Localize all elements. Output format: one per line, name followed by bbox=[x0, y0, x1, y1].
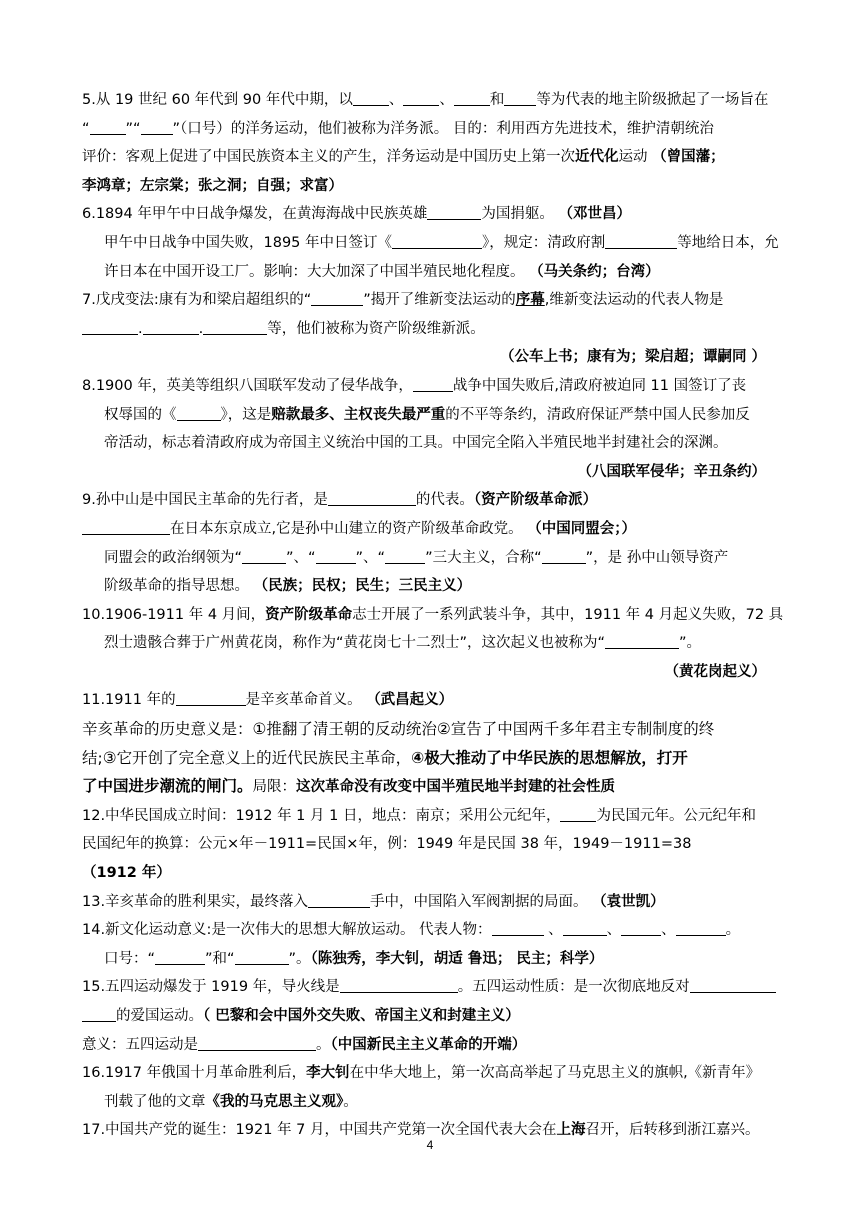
item-16: 16.1917 年俄国十月革命胜利后，李大钊在中华大地上，第一次高高举起了马克思主义的旗帜,《新青年》 bbox=[82, 1065, 761, 1082]
item-7-line2: . . 等，他们被称为资产阶级维新派。 bbox=[82, 315, 784, 344]
blank bbox=[427, 204, 481, 220]
item-8-line2: 权辱国的《 》，这是赔款最多、主权丧失最严重的不平等条约，清政府保证严禁中国人民参加反 bbox=[104, 406, 750, 423]
item-6-line2: 甲午中日战争中国失败，1895 年中日签订《 》，规定：清政府割 等地给日本，允 bbox=[104, 234, 779, 251]
blank bbox=[203, 319, 267, 335]
item-10: 10.1906-1911 年 4 月间，资产阶级革命志士开展了一系列武装斗争，其中，1911 年 4 月起义失败，72 具 bbox=[82, 606, 784, 623]
blank bbox=[82, 519, 170, 535]
item-15: 15.五四运动爆发于 1919 年，导火线是 。五四运动性质：是一次彻底地反对 bbox=[82, 973, 784, 1002]
blank bbox=[454, 90, 490, 106]
page-content bbox=[82, 86, 784, 1145]
blank bbox=[82, 1006, 116, 1022]
item-7-answer: （公车上书；康有为；梁启超；谭嗣同 ） bbox=[499, 349, 766, 366]
blank bbox=[605, 233, 677, 249]
item-10-answer: （黄花岗起义） bbox=[664, 663, 766, 680]
item-9-line3: 同盟会的政治纲领为“ ”、“ ”、“ ”三大主义，合称“ ”，是 孙中山领导资产 bbox=[104, 549, 729, 566]
item-5-answer: 李鸿章；左宗棠；张之洞；自强；求富） bbox=[82, 177, 343, 194]
blank bbox=[242, 548, 286, 564]
blank bbox=[542, 548, 586, 564]
item-10-line2: 烈士遗骸合葬于广州黄花岗，称作为“黄花岗七十二烈士”，这次起义也被称为“ ”。 bbox=[104, 635, 702, 652]
blank bbox=[492, 920, 544, 936]
item-11: 11.1911 年的 是辛亥革命首义。 （武昌起义） bbox=[82, 692, 454, 709]
item-8-line3: 帝活动，标志着清政府成为帝国主义统治中国的工具。中国完全陷入半殖民地半封建社会的深渊。 bbox=[104, 435, 728, 452]
blank bbox=[82, 319, 138, 335]
item-6: 6.1894 年甲午中日战争爆发，在黄海海战中民族英雄 为国捐躯。 （邓世昌） bbox=[82, 206, 631, 223]
item-15-line3: 意义：五四运动是 。（中国新民主主义革命的开端） bbox=[82, 1036, 527, 1053]
blank bbox=[340, 977, 458, 993]
item-9-line4: 阶级革命的指导思想。 （民族；民权；民生；三民主义） bbox=[104, 578, 472, 595]
item-12: 12.中华民国成立时间：1912 年 1 月 1 日，地点：南京；采用公元纪年， 为民国元年。公元纪年和 bbox=[82, 807, 756, 824]
item-8-answer: （八国联军侵华；辛丑条约） bbox=[577, 463, 766, 480]
item-5-line2: “ ”“ ”（口号）的洋务运动，他们被称为洋务派。 目的：利用西方先进技术，维护清朝统治 bbox=[82, 120, 714, 137]
blank bbox=[176, 690, 246, 706]
blank bbox=[316, 548, 356, 564]
page-number: 4 bbox=[426, 1138, 434, 1152]
blank bbox=[90, 119, 126, 135]
item-7: 7.戊戌变法:康有为和梁启超组织的“ ”揭开了维新变法运动的序幕,维新变法运动的代表人物是 bbox=[82, 292, 724, 309]
blank bbox=[504, 90, 536, 106]
item-17: 17.中国共产党的诞生：1921 年 7 月，中国共产党第一次全国代表大会在上海召开，后转移到浙江嘉兴。 bbox=[82, 1122, 760, 1139]
blank bbox=[403, 90, 439, 106]
blank bbox=[328, 490, 416, 506]
blank bbox=[563, 920, 607, 936]
item-16-line2: 刊载了他的文章《我的马克思主义观》。 bbox=[104, 1093, 358, 1110]
item-12-line2: 民国纪年的换算：公元×年－1911=民国×年，例：1949 年是民国 38 年，1949－1911=38 （1912 年） bbox=[82, 836, 692, 882]
blank bbox=[235, 949, 289, 965]
item-8: 8.1900 年，英美等组织八国联军发动了侵华战争， 战争中国失败后,清政府被迫同 11 国签订了丧 bbox=[82, 377, 747, 394]
blank bbox=[353, 90, 389, 106]
item-9: 9.孙中山是中国民主革命的先行者，是 的代表。（资产阶级革命派） bbox=[82, 492, 598, 509]
blank bbox=[605, 633, 679, 649]
item-14-line2: 口号：“ ”和“ ”。（陈独秀，李大钊，胡适 鲁迅； 民主；科学） bbox=[104, 950, 604, 967]
blank bbox=[177, 405, 221, 421]
item-11-significance: 辛亥革命的历史意义是：①推翻了清王朝的反动统治②宣告了中国两千多年君主专制制度的终 bbox=[82, 720, 715, 739]
blank bbox=[392, 233, 482, 249]
blank bbox=[198, 1035, 316, 1051]
item-6-line3: 许日本在中国开设工厂。影响：大大加深了中国半殖民地化程度。 （马关条约；台湾） bbox=[104, 263, 660, 280]
item-5: 5.从 19 世纪 60 年代到 90 年代中期，以 、 、 和 等为代表的地主阶级掀起了一场旨在 bbox=[82, 92, 769, 108]
blank bbox=[676, 920, 726, 936]
blank bbox=[385, 548, 425, 564]
item-14: 14.新文化运动意义:是一次伟大的思想大解放运动。 代表人物： 、 、 、 。 bbox=[82, 922, 741, 939]
blank bbox=[143, 319, 199, 335]
item-11-significance-line3: 了中国进步潮流的闸门。局限：这次革命没有改变中国半殖民地半封建的社会性质 bbox=[82, 777, 616, 796]
blank bbox=[155, 949, 205, 965]
blank bbox=[621, 920, 661, 936]
blank bbox=[311, 290, 363, 306]
item-5-line3: 评价：客观上促进了中国民族资本主义的产生，洋务运动是中国历史上第一次近代化运动 （曾国藩； bbox=[82, 149, 725, 166]
item-15-line2: 的爱国运动。（ 巴黎和会中国外交失败、帝国主义和封建主义） bbox=[82, 1002, 784, 1031]
item-9-line2: 在日本东京成立,它是孙中山建立的资产阶级革命政党。 （中国同盟会；） bbox=[82, 515, 784, 544]
blank bbox=[141, 119, 173, 135]
item-11-significance-line2: 结;③它开创了完全意义上的近代民族民主革命，④极大推动了中华民族的思想解放，打开 bbox=[82, 748, 688, 767]
blank bbox=[690, 977, 776, 993]
item-13: 13.辛亥革命的胜利果实，最终落入 手中，中国陷入军阀割据的局面。 （袁世凯） bbox=[82, 893, 665, 910]
blank bbox=[413, 376, 453, 392]
blank bbox=[308, 892, 370, 908]
blank bbox=[560, 806, 596, 822]
